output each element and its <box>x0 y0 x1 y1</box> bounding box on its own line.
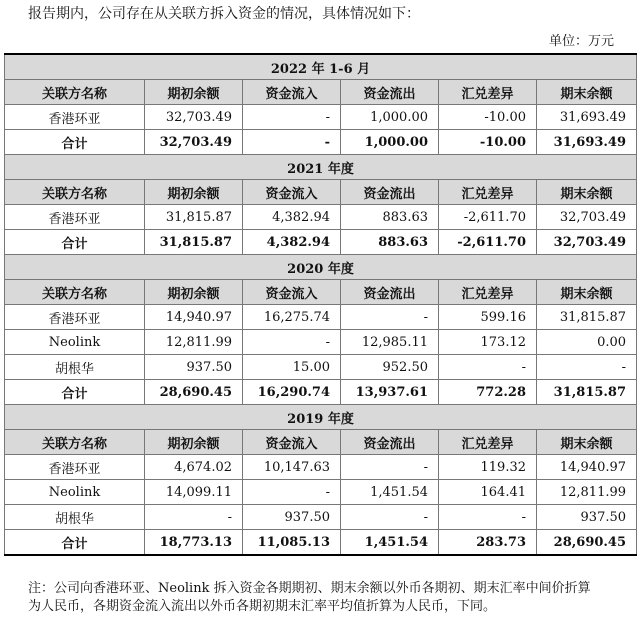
column-header: 期末余额 <box>537 180 637 205</box>
total-amount: -10.00 <box>439 130 537 155</box>
total-amount: 18,773.13 <box>145 530 243 556</box>
column-header: 期末余额 <box>537 280 637 305</box>
amount-cell: 31,693.49 <box>537 105 637 130</box>
amount-cell: - <box>537 355 637 380</box>
amount-cell: 937.50 <box>145 355 243 380</box>
party-name: 香港环亚 <box>5 105 145 130</box>
total-label: 合计 <box>5 130 145 155</box>
amount-cell: 937.50 <box>243 505 341 530</box>
column-header-row <box>5 280 637 305</box>
amount-cell: - <box>145 505 243 530</box>
total-amount: 16,290.74 <box>243 380 341 405</box>
total-amount: 883.63 <box>341 230 439 255</box>
party-name: 香港环亚 <box>5 305 145 330</box>
period-header-row <box>5 405 637 430</box>
amount-cell: - <box>243 105 341 130</box>
party-name: Neolink <box>5 330 145 355</box>
column-header-row <box>5 80 637 105</box>
column-header: 汇兑差异 <box>439 180 537 205</box>
amount-cell: -10.00 <box>439 105 537 130</box>
total-row <box>5 380 637 405</box>
table-row <box>5 355 637 380</box>
column-header: 资金流入 <box>243 180 341 205</box>
column-header: 期末余额 <box>537 80 637 105</box>
total-amount: 28,690.45 <box>537 530 637 556</box>
column-header: 汇兑差异 <box>439 430 537 455</box>
period-title: 2019 年度 <box>5 405 637 430</box>
amount-cell: - <box>341 305 439 330</box>
column-header-row <box>5 180 637 205</box>
column-header: 汇兑差异 <box>439 280 537 305</box>
amount-cell: 12,811.99 <box>537 480 637 505</box>
amount-cell: 599.16 <box>439 305 537 330</box>
total-row <box>5 130 637 155</box>
amount-cell: 164.41 <box>439 480 537 505</box>
amount-cell: 1,451.54 <box>341 480 439 505</box>
total-amount: 31,815.87 <box>145 230 243 255</box>
amount-cell: - <box>341 455 439 480</box>
total-amount: 31,693.49 <box>537 130 637 155</box>
column-header: 期末余额 <box>537 430 637 455</box>
total-label: 合计 <box>5 380 145 405</box>
total-amount: 283.73 <box>439 530 537 556</box>
period-header-row <box>5 155 637 180</box>
amount-cell: 12,985.11 <box>341 330 439 355</box>
amount-cell: 16,275.74 <box>243 305 341 330</box>
column-header-row <box>5 430 637 455</box>
table-row <box>5 330 637 355</box>
period-header-row <box>5 255 637 280</box>
column-header: 资金流出 <box>341 430 439 455</box>
column-header: 资金流入 <box>243 280 341 305</box>
column-header: 关联方名称 <box>5 430 145 455</box>
amount-cell: 14,940.97 <box>145 305 243 330</box>
amount-cell: 883.63 <box>341 205 439 230</box>
period-title: 2022 年 1-6 月 <box>5 54 637 80</box>
amount-cell: - <box>243 330 341 355</box>
footnote-line: 为人民币，各期资金流入流出以外币各期初期末汇率平均值折算为人民币，下同。 <box>28 599 497 614</box>
amount-cell: 14,099.11 <box>145 480 243 505</box>
column-header: 关联方名称 <box>5 180 145 205</box>
column-header: 关联方名称 <box>5 280 145 305</box>
total-amount: -2,611.70 <box>439 230 537 255</box>
table-row <box>5 480 637 505</box>
amount-cell: 1,000.00 <box>341 105 439 130</box>
amount-cell: - <box>243 480 341 505</box>
table-row <box>5 305 637 330</box>
footnote <box>28 580 628 616</box>
total-amount: - <box>243 130 341 155</box>
column-header: 期初余额 <box>145 280 243 305</box>
total-amount: 28,690.45 <box>145 380 243 405</box>
amount-cell: 32,703.49 <box>145 105 243 130</box>
table-row <box>5 455 637 480</box>
amount-cell: 10,147.63 <box>243 455 341 480</box>
amount-cell: 14,940.97 <box>537 455 637 480</box>
total-amount: 32,703.49 <box>145 130 243 155</box>
total-label: 合计 <box>5 530 145 556</box>
footnote-line: 注：公司向香港环亚、Neolink 拆入资金各期期初、期末余额以外币各期初、期末汇率中间价折算 <box>28 581 591 596</box>
amount-cell: 119.32 <box>439 455 537 480</box>
period-header-row <box>5 54 637 80</box>
intro-text: 报告期内，公司存在从关联方拆入资金的情况，具体情况如下： <box>28 6 420 22</box>
column-header: 关联方名称 <box>5 80 145 105</box>
total-amount: 31,815.87 <box>537 380 637 405</box>
amount-cell: -2,611.70 <box>439 205 537 230</box>
amount-cell: 952.50 <box>341 355 439 380</box>
amount-cell: 12,811.99 <box>145 330 243 355</box>
period-title: 2021 年度 <box>5 155 637 180</box>
total-label: 合计 <box>5 230 145 255</box>
amount-cell: 31,815.87 <box>145 205 243 230</box>
period-title: 2020 年度 <box>5 255 637 280</box>
amount-cell: 4,382.94 <box>243 205 341 230</box>
amount-cell: - <box>341 505 439 530</box>
party-name: 香港环亚 <box>5 455 145 480</box>
amount-cell: 15.00 <box>243 355 341 380</box>
amount-cell: - <box>439 355 537 380</box>
column-header: 资金流出 <box>341 80 439 105</box>
amount-cell: 0.00 <box>537 330 637 355</box>
table-row <box>5 505 637 530</box>
amount-cell: - <box>439 505 537 530</box>
table-row <box>5 105 637 130</box>
column-header: 资金流入 <box>243 80 341 105</box>
column-header: 资金流出 <box>341 280 439 305</box>
column-header: 汇兑差异 <box>439 80 537 105</box>
unit-label: 单位：万元 <box>548 34 614 49</box>
total-amount: 11,085.13 <box>243 530 341 556</box>
column-header: 资金流出 <box>341 180 439 205</box>
column-header: 期初余额 <box>145 180 243 205</box>
total-row <box>5 530 637 556</box>
column-header: 期初余额 <box>145 430 243 455</box>
total-amount: 1,000.00 <box>341 130 439 155</box>
party-name: 香港环亚 <box>5 205 145 230</box>
total-amount: 4,382.94 <box>243 230 341 255</box>
column-header: 期初余额 <box>145 80 243 105</box>
amount-cell: 173.12 <box>439 330 537 355</box>
total-amount: 13,937.61 <box>341 380 439 405</box>
total-amount: 1,451.54 <box>341 530 439 556</box>
party-name: 胡根华 <box>5 505 145 530</box>
related-party-funding-table <box>4 53 637 556</box>
amount-cell: 4,674.02 <box>145 455 243 480</box>
amount-cell: 31,815.87 <box>537 305 637 330</box>
party-name: Neolink <box>5 480 145 505</box>
amount-cell: 937.50 <box>537 505 637 530</box>
party-name: 胡根华 <box>5 355 145 380</box>
total-amount: 772.28 <box>439 380 537 405</box>
total-amount: 32,703.49 <box>537 230 637 255</box>
column-header: 资金流入 <box>243 430 341 455</box>
amount-cell: 32,703.49 <box>537 205 637 230</box>
total-row <box>5 230 637 255</box>
table-row <box>5 205 637 230</box>
